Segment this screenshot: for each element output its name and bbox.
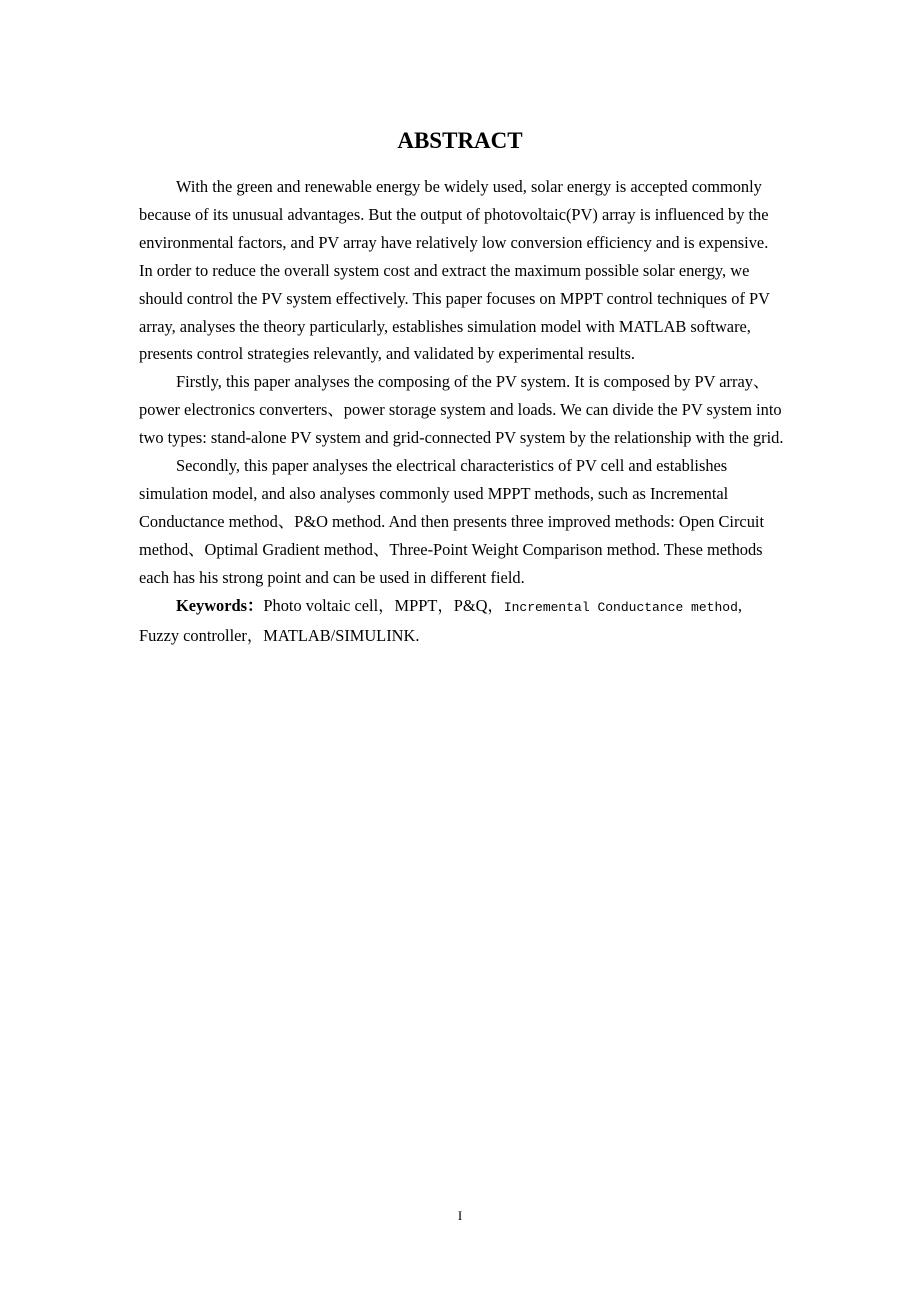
abstract-paragraph-3: Secondly, this paper analyses the electrical characteristics of PV cell and establishes simulation model, and also analyses commonly used MPPT methods, such as Incremental Conductance method、P&O method. And then presents three improved methods: Open Circuit method、Optimal Gradient method、Three-Point Weight Comparison method. These methods each has his strong point and can be used in different field. xyxy=(139,456,765,587)
abstract-paragraph-2: Firstly, this paper analyses the composing of the PV system. It is composed by PV array、power electronics converters、power storage system and loads. We can divide the PV system into two types: stand-alone PV system and grid-connected PV system by the relationship with the grid. xyxy=(139,372,784,448)
abstract-paragraph-1: With the green and renewable energy be widely used, solar energy is accepted commonly because of its unusual advantages. But the output of photovoltaic(PV) array is influenced by the environmental factors, and PV array have relatively low conversion efficiency and is expensive. In order to reduce the overall system cost and extract the maximum possible solar energy, we should control the PV system effectively. This paper focuses on MPPT control techniques of PV array, analyses the theory particularly, establishes simulation model with MATLAB software, presents control strategies relevantly, and validated by experimental results. xyxy=(139,177,770,364)
abstract-title: ABSTRACT xyxy=(397,128,523,153)
page-number: I xyxy=(457,1208,463,1223)
keywords-label: Keywords： xyxy=(176,595,264,615)
abstract-body xyxy=(139,173,784,649)
keywords-part-1: Photo voltaic cell，MPPT，P&Q， xyxy=(263,595,504,615)
keywords-part-2: Incremental Conductance method xyxy=(503,599,738,615)
keywords-line xyxy=(139,592,784,650)
keywords-part-3: , Fuzzy controller，MATLAB/SIMULINK. xyxy=(139,595,742,645)
